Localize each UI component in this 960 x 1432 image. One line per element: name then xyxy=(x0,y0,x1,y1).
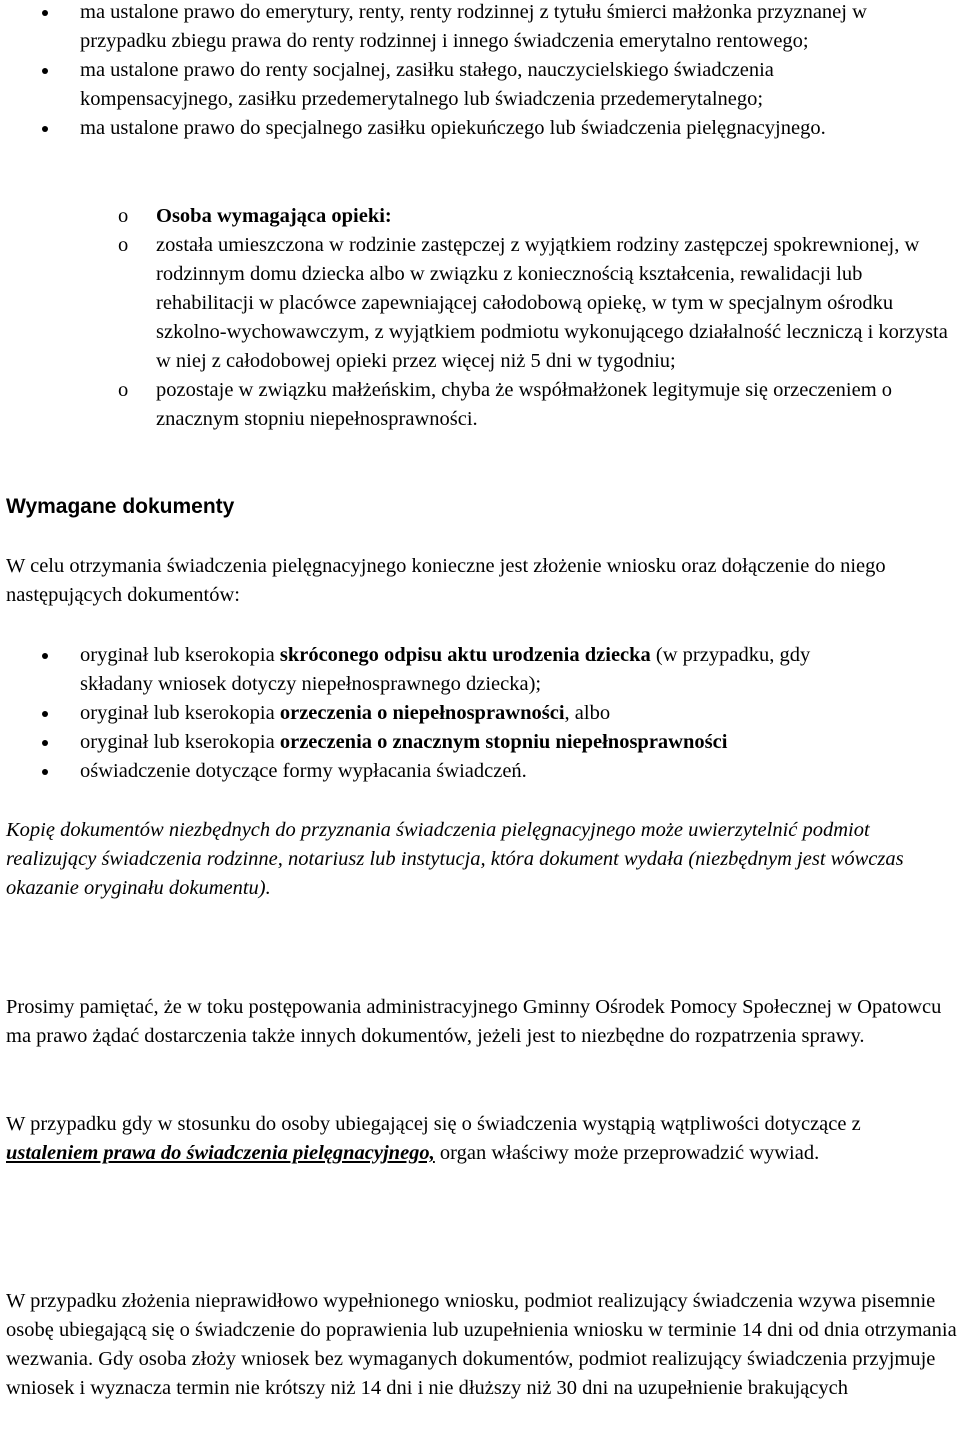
paragraph-additional-documents: Prosimy pamiętać, że w toku postępowania administracyjnego Gminny Ośrodek Pomocy Społecznej w Opatowcu ma prawo żądać dostarczenia także innych dokumentów, jeżeli jest to niezbędne do rozpatrzenia sprawy. xyxy=(6,996,942,1047)
doc-text: , albo xyxy=(564,702,611,724)
documents-intro: W celu otrzymania świadczenia pielęgnacyjnego konieczne jest złożenie wniosku oraz dołączenie do niego następujących dokumentów: xyxy=(6,555,886,606)
list-item-text: ma ustalone prawo do specjalnego zasiłku opiekuńczego lub świadczenia pielęgnacyjnego. xyxy=(80,117,826,139)
sublist-item-text: została umieszczona w rodzinie zastępczej z wyjątkiem rodziny zastępczej spokrewnionej, w rodzinnym domu dziecka albo w związku z koniecznością kształcenia, rewalidacji lub rehabilitacji w placówce zapewniającej całodobową opiekę, w tym w specjalnym ośrodku szkolno-wychowawczym, z wyjątkiem podmiotu wykonującego działalność leczniczą i korzysta w niej z całodobowej opieki przez więcej niż 5 dni w tygodniu; xyxy=(156,234,948,372)
list-item xyxy=(6,114,886,143)
list-item-text: ma ustalone prawo do emerytury, renty, renty rodzinnej z tytułu śmierci małżonka przyznanej w przypadku zbiegu prawa do renty rodzinnej i innego świadczenia emerytalno rentowego; xyxy=(80,1,867,52)
bullet-icon xyxy=(42,68,48,74)
doc-text: (w przypadku, gdy składany wniosek dotyczy niepełnosprawnego dziecka); xyxy=(80,644,811,695)
list-item xyxy=(6,0,886,56)
paragraph-emphasis: ustaleniem prawa do świadczenia pielęgnacyjnego, xyxy=(6,1142,435,1164)
circle-marker-icon: o xyxy=(118,234,129,256)
doc-bold-text: orzeczenia o niepełnosprawności xyxy=(279,702,565,724)
required-documents-list xyxy=(6,641,886,786)
certification-note: Kopię dokumentów niezbędnych do przyznania świadczenia pielęgnacyjnego może uwierzytelnić podmiot realizujący świadczenia rodzinne, notariusz lub instytucja, która dokument wydała (niezbędnym jest wówczas okazanie oryginału dokumentu). xyxy=(6,819,904,899)
doc-bold-text: skróconego odpisu aktu urodzenia dziecka xyxy=(279,644,651,666)
sublist-heading: Osoba wymagająca opieki: xyxy=(156,205,392,227)
sublist-item xyxy=(6,376,960,434)
doc-bold-text: orzeczenia o znacznym stopniu niepełnosprawności xyxy=(279,731,728,753)
eligibility-bullets xyxy=(6,0,886,143)
list-item xyxy=(6,728,886,757)
list-item xyxy=(6,699,886,728)
paragraph-text: W przypadku gdy w stosunku do osoby ubiegającej się o świadczenia wystąpią wątpliwości dotyczące z xyxy=(6,1113,861,1135)
doc-text: oryginał lub kserokopia xyxy=(80,731,280,753)
sublist-item-text: pozostaje w związku małżeńskim, chyba że współmałżonek legitymuje się orzeczeniem o znacznym stopniu niepełnosprawności. xyxy=(156,379,893,430)
care-recipient-sublist xyxy=(6,202,960,434)
bullet-icon xyxy=(42,126,48,132)
list-item xyxy=(6,641,886,699)
doc-text: oświadczenie dotyczące formy wypłacania świadczeń. xyxy=(80,760,527,782)
section-heading: Wymagane dokumenty xyxy=(6,495,235,518)
doc-text: oryginał lub kserokopia xyxy=(80,702,280,724)
circle-marker-icon: o xyxy=(118,379,129,401)
circle-marker-icon: o xyxy=(118,205,129,227)
bullet-icon xyxy=(42,10,48,16)
doc-text: oryginał lub kserokopia xyxy=(80,644,280,666)
sublist-heading-item xyxy=(6,202,960,231)
bullet-icon xyxy=(42,740,48,746)
list-item xyxy=(6,56,886,114)
bullet-icon xyxy=(42,711,48,717)
list-item-text: ma ustalone prawo do renty socjalnej, zasiłku stałego, nauczycielskiego świadczenia kompensacyjnego, zasiłku przedemerytalnego lub świadczenia przedemerytalnego; xyxy=(80,59,774,110)
paragraph-text: organ właściwy może przeprowadzić wywiad. xyxy=(434,1142,820,1164)
paragraph-interview xyxy=(6,1110,951,1168)
bullet-icon xyxy=(42,769,48,775)
bullet-icon xyxy=(42,653,48,659)
sublist-item xyxy=(6,231,960,376)
paragraph-incomplete-application: W przypadku złożenia nieprawidłowo wypełnionego wniosku, podmiot realizujący świadczenia wzywa pisemnie osobę ubiegającą się o świadczenie do poprawienia lub uzupełnienia wniosku w terminie 14 dni od dnia otrzymania wezwania. Gdy osoba złoży wniosek bez wymaganych dokumentów, podmiot realizujący świadczenia przyjmuje wniosek i wyznacza termin nie krótszy niż 14 dni i nie dłuższy niż 30 dni na uzupełnienie brakujących xyxy=(6,1290,957,1399)
list-item xyxy=(6,757,886,786)
